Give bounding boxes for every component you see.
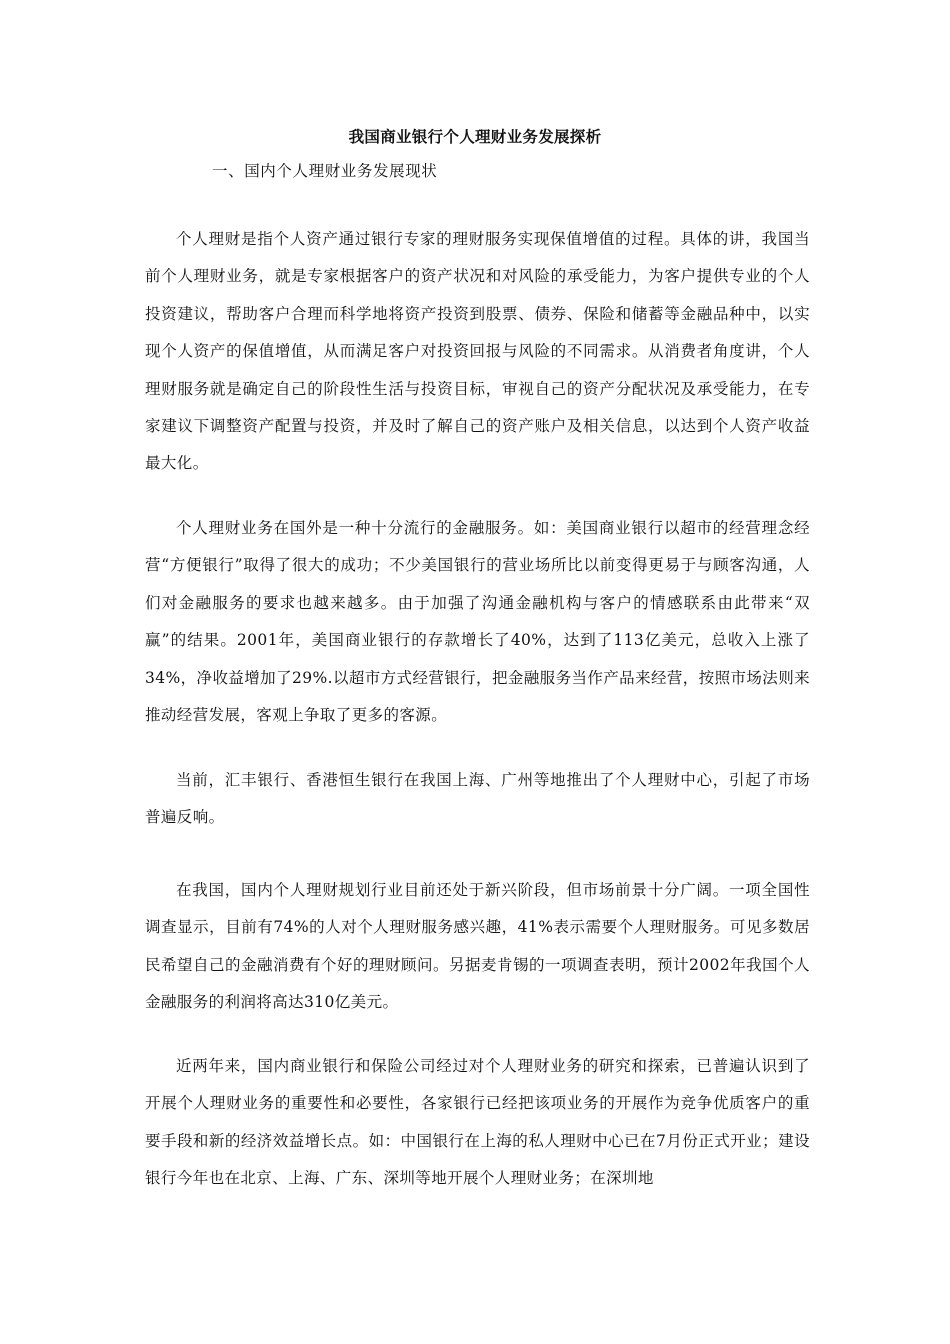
paragraph-1: 个人理财是指个人资产通过银行专家的理财服务实现保值增值的过程。具体的讲，我国当前个人理财业务，就是专家根据客户的资产状况和对风险的承受能力，为客户提供专业的个人投资建议，帮助客户合理而科学地将资产投资到股票、债券、保险和储蓄等金融品种中，以实现个人资产的保值增值，从而满足客户对投资回报与风险的不同需求。从消费者角度讲，个人理财服务就是确定自己的阶段性生活与投资目标，审视自己的资产分配状况及承受能力，在专家建议下调整资产配置与投资，并及时了解自己的资产账户及相关信息，以达到个人资产收益最大化。 [145,230,810,473]
paragraph-2: 个人理财业务在国外是一种十分流行的金融服务。如：美国商业银行以超市的经营理念经营“方便银行”取得了很大的成功；不少美国银行的营业场所比以前变得更易于与顾客沟通，人们对金融服务的要求也越来越多。由于加强了沟通金融机构与客户的情感联系由此带来“双赢”的结果。2001年，美国商业银行的存款增长了40%，达到了113亿美元，总收入上涨了34%，净收益增加了29%.以超市方式经营银行，把金融服务当作产品来经营，按照市场法则来推动经营发展，客观上争取了更多的客源。 [145,519,810,725]
document-title: 我国商业银行个人理财业务发展探析 [348,127,602,146]
paragraph-3: 当前，汇丰银行、香港恒生银行在我国上海、广州等地推出了个人理财中心，引起了市场普遍反响。 [145,771,810,827]
paragraph-5: 近两年来，国内商业银行和保险公司经过对个人理财业务的研究和探索，已普遍认识到了开展个人理财业务的重要性和必要性，各家银行已经把该项业务的开展作为竞争优质客户的重要手段和新的经济效益增长点。如：中国银行在上海的私人理财中心已在7月份正式开业；建设银行今年也在北京、上海、广东、深圳等地开展个人理财业务；在深圳地 [145,1057,810,1188]
paragraph-4: 在我国，国内个人理财规划行业目前还处于新兴阶段，但市场前景十分广阔。一项全国性调查显示，目前有74%的人对个人理财服务感兴趣，41%表示需要个人理财服务。可见多数居民希望自己的金融消费有个好的理财顾问。另据麦肯锡的一项调查表明，预计2002年我国个人金融服务的利润将高达310亿美元。 [145,881,810,1012]
section-heading: 一、国内个人理财业务发展现状 [212,162,438,180]
